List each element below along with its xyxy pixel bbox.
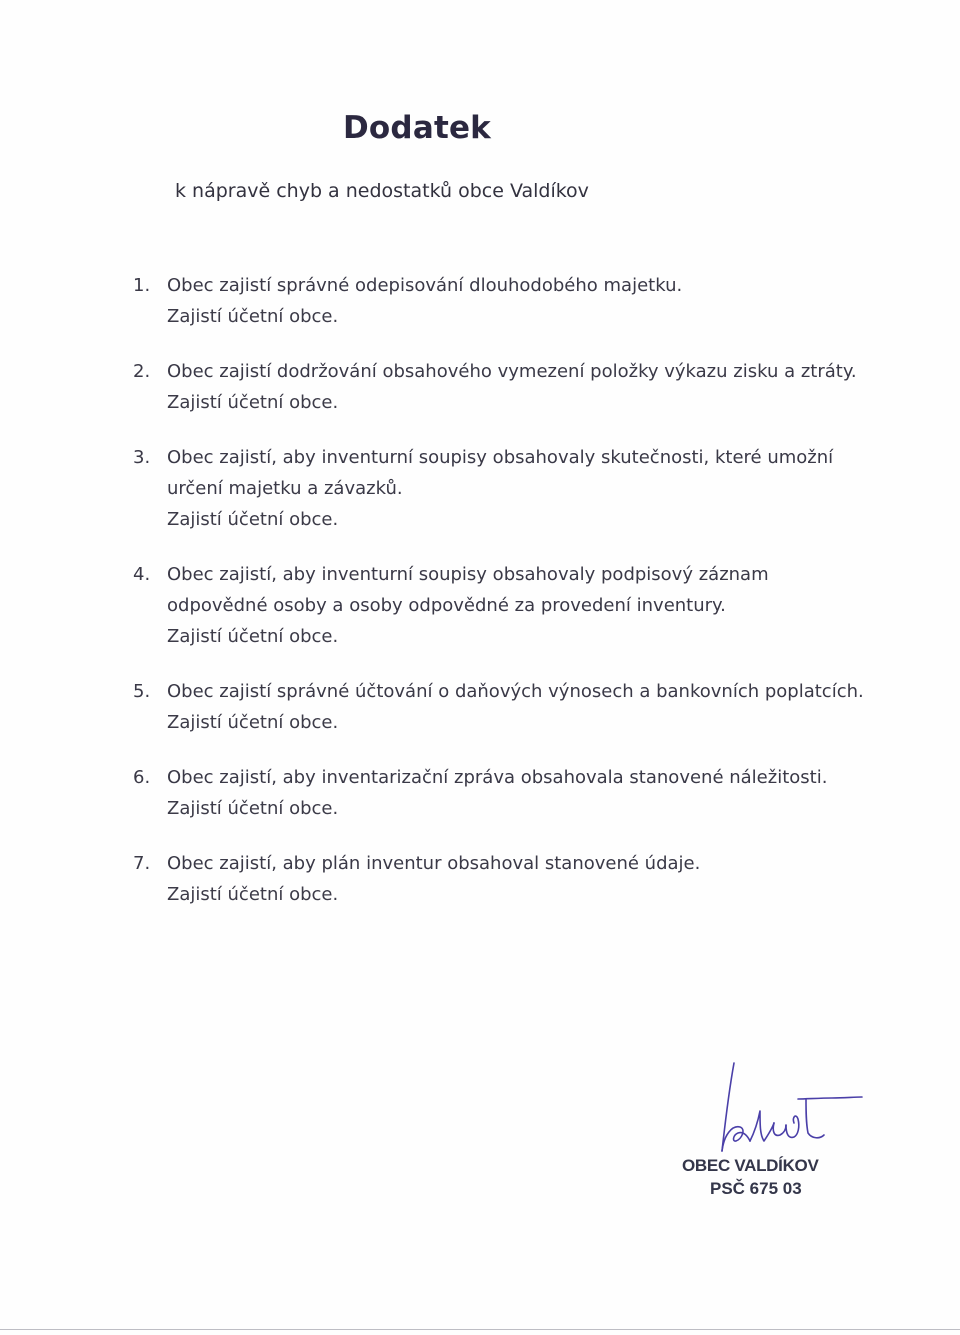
stamp-municipality: OBEC VALDÍKOV	[682, 1156, 819, 1175]
list-item	[133, 356, 873, 418]
item-number: 5.	[133, 681, 151, 702]
remedy-list	[133, 270, 873, 934]
item-text: Obec zajistí správné odepisování dlouhodobého majetku.	[167, 275, 683, 296]
item-number: 4.	[133, 564, 151, 585]
scan-edge-divider	[0, 1329, 960, 1330]
item-responsible-note: Zajistí účetní obce.	[167, 626, 339, 647]
document-subtitle: k nápravě chyb a nedostatků obce Valdíkov	[175, 180, 589, 202]
item-responsible-note: Zajistí účetní obce.	[167, 306, 339, 327]
item-text: Obec zajistí, aby inventurní soupisy obsahovaly skutečnosti, které umožní určení majetku a závazků.	[167, 447, 834, 499]
municipal-stamp	[676, 1055, 866, 1205]
item-number: 7.	[133, 853, 151, 874]
document-title: Dodatek	[343, 110, 491, 146]
item-text: Obec zajistí správné účtování o daňových výnosech a bankovních poplatcích.	[167, 681, 864, 702]
item-responsible-note: Zajistí účetní obce.	[167, 712, 339, 733]
list-item	[133, 762, 873, 824]
item-responsible-note: Zajistí účetní obce.	[167, 798, 339, 819]
stamp-postal-code: PSČ 675 03	[710, 1179, 802, 1198]
item-responsible-note: Zajistí účetní obce.	[167, 509, 339, 530]
item-text: Obec zajistí, aby inventurní soupisy obsahovaly podpisový záznam odpovědné osoby a osoby odpovědné za provedení inventury.	[167, 564, 769, 616]
list-item	[133, 442, 873, 535]
item-text: Obec zajistí, aby plán inventur obsahoval stanovené údaje.	[167, 853, 701, 874]
item-text: Obec zajistí, aby inventarizační zpráva obsahovala stanovené náležitosti.	[167, 767, 828, 788]
signature-strokes	[722, 1063, 862, 1151]
item-responsible-note: Zajistí účetní obce.	[167, 392, 339, 413]
item-number: 1.	[133, 275, 151, 296]
list-item	[133, 270, 873, 332]
list-item	[133, 848, 873, 910]
list-item	[133, 559, 873, 652]
item-number: 3.	[133, 447, 151, 468]
item-text: Obec zajistí dodržování obsahového vymezení položky výkazu zisku a ztráty.	[167, 361, 857, 382]
list-item	[133, 676, 873, 738]
item-responsible-note: Zajistí účetní obce.	[167, 884, 339, 905]
item-number: 2.	[133, 361, 151, 382]
item-number: 6.	[133, 767, 151, 788]
signature-icon	[702, 1055, 866, 1155]
